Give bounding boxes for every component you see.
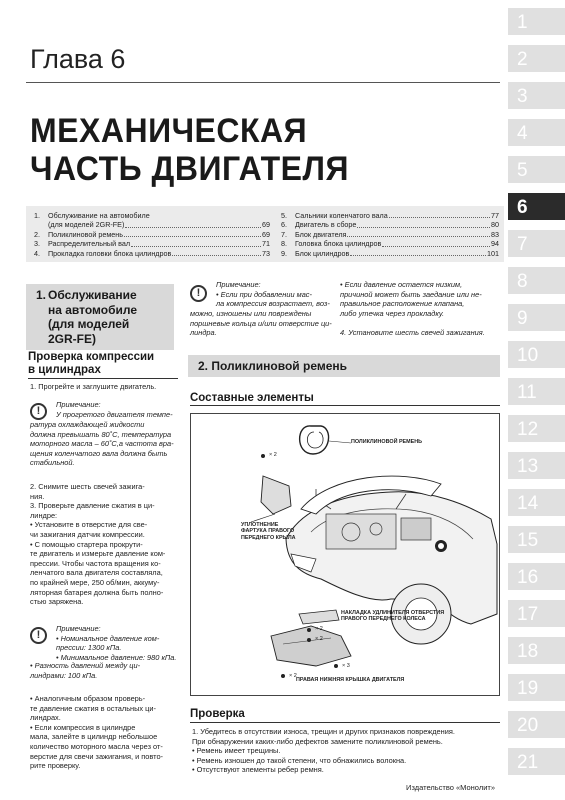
compression-check-heading: [28, 351, 154, 377]
chapter-title-line2: ЧАСТЬ ДВИГАТЕЛЯ: [30, 148, 349, 188]
toc-number: 9.: [281, 248, 287, 258]
text-line: моторного масла – 60˚С,а частота вра-: [30, 439, 174, 449]
text-line: стабильной.: [30, 458, 75, 468]
text-line: ла компрессия возрастает, воз-: [216, 299, 330, 309]
toc-right-column: [281, 211, 499, 258]
chapter-tab-20[interactable]: 20: [508, 711, 565, 743]
text-line: по крайней мере, 250 об/мин, аккуму-: [30, 577, 160, 587]
text-line: количество моторного масла через от-: [30, 741, 163, 751]
toc-number: 4.: [34, 248, 40, 258]
toc-leader: [389, 211, 490, 218]
toc-entry[interactable]: [34, 230, 270, 239]
chapter-tab-5[interactable]: 5: [508, 156, 565, 188]
text-line: чи зажигания датчик компрессии.: [30, 529, 145, 539]
toc-entry[interactable]: [281, 249, 499, 258]
toc-entry[interactable]: [34, 249, 270, 258]
toc-leader: [357, 220, 490, 227]
text-line: • Номинальное давление ком-: [56, 633, 160, 643]
text-line: верстие для свечи зажигания, и повто-: [30, 751, 164, 761]
quantity-mark: × 2: [315, 636, 323, 642]
toc-title: Обслуживание на автомобиле: [48, 211, 150, 220]
chapter-tab-4[interactable]: 4: [508, 119, 565, 151]
toc-title: Сальники коленчатого вала: [295, 211, 388, 220]
chapter-tab-7[interactable]: 7: [508, 230, 565, 262]
chapter-title: [30, 112, 349, 188]
right-column-text: [340, 280, 505, 338]
text-line: Примечание:: [56, 624, 101, 633]
text-line: • Если компрессия в цилиндре: [30, 722, 136, 732]
chapter-tab-2[interactable]: 2: [508, 45, 565, 77]
text-line: линдра.: [190, 328, 217, 338]
section1-number: 1.: [36, 288, 47, 302]
publisher-footer: Издательство «Монолит»: [406, 783, 495, 792]
step-line: 1. Прогрейте и заглушите двигатель.: [30, 382, 157, 391]
toc-page-number: 94: [491, 239, 499, 249]
toc-number: 8.: [281, 239, 287, 249]
toc-leader: [124, 230, 261, 237]
text-line: Примечание:: [216, 280, 261, 289]
cover-label: ПРАВАЯ НИЖНЯЯ КРЫШКА ДВИГАТЕЛЯ: [296, 677, 405, 683]
chapter-tab-13[interactable]: 13: [508, 452, 565, 484]
text-line: либо утечка через прокладку.: [340, 308, 445, 318]
text-line: Примечание:: [56, 400, 101, 409]
toc-entry[interactable]: [281, 230, 499, 239]
text-line: У прогретого двигателя темпе-: [56, 409, 173, 419]
note1: [56, 400, 186, 419]
note2-continued: [30, 661, 185, 680]
text-line: линдрами: 100 кПа.: [30, 670, 98, 680]
text-line: поршневые кольца и/или отверстие ци-: [190, 318, 332, 328]
toc-page-number: 101: [487, 248, 499, 258]
section2-title: 2. Поликлиновой ремень: [198, 359, 348, 373]
toc-title: Распределительный вал: [48, 239, 131, 249]
belt-label: ПОЛИКЛИНОВОЙ РЕМЕНЬ: [351, 439, 422, 445]
section1-title-line: на автомобиле: [48, 302, 138, 317]
seal-label: УПЛОТНЕНИЕ ФАРТУКА ПРАВОГО ПЕРЕДНЕГО КРЫЛА: [241, 522, 296, 541]
toc-page-number: 80: [491, 220, 499, 230]
note1-continued: [30, 420, 185, 468]
toc-page-number: 71: [262, 239, 270, 249]
chapter-tab-16[interactable]: 16: [508, 563, 565, 595]
toc-number: 5.: [281, 211, 287, 220]
text-line: должна превышать 80˚С, температура: [30, 429, 172, 439]
text-line: • Разность давлений между ци-: [30, 661, 141, 670]
text-line: • С помощью стартера прокрути-: [30, 539, 143, 549]
heading-line: Проверка компрессии: [28, 351, 155, 363]
section1-title-line: (для моделей: [48, 317, 130, 331]
heading-rule: [28, 378, 178, 379]
components-heading: Составные элементы: [190, 392, 314, 404]
toc-entry[interactable]: [281, 220, 499, 229]
chapter-tab-14[interactable]: 14: [508, 489, 565, 521]
chapter-tab-10[interactable]: 10: [508, 341, 565, 373]
table-of-contents: [26, 206, 504, 262]
text-line: можно, изношены или повреждены: [190, 309, 312, 318]
text-line: • Аналогичным образом проверь-: [30, 694, 146, 703]
text-line: При обнаружении каких-либо дефектов замените поликлиновой ремень.: [192, 736, 443, 746]
text-line: • Если давление остается низким,: [340, 280, 463, 289]
quantity-mark: × 2: [315, 626, 323, 632]
text-line: 3. Проверьте давление сжатия в ци-: [30, 501, 155, 511]
text-line: • Ремень имеет трещины.: [192, 746, 281, 756]
toc-left-column: [34, 211, 270, 258]
toc-leader: [350, 249, 486, 256]
toc-page-number: 69: [262, 229, 270, 239]
toc-page-number: 69: [262, 220, 270, 230]
chapter-tab-21[interactable]: 21: [508, 748, 565, 780]
text-line: • Отсутствуют элементы ребер ремня.: [192, 765, 324, 775]
toc-title: Блок двигателя: [295, 229, 347, 239]
toc-number: 2.: [34, 229, 40, 239]
tail-list: [30, 694, 190, 771]
extension-label: НАКЛАДКА УДЛИНИТЕЛЯ ОТВЕРСТИЯ ПРАВОГО ПЕРЕДНЕГО КОЛЕСА: [341, 610, 445, 623]
text-line: рите проверку.: [30, 761, 81, 771]
chapter-tab-17[interactable]: 17: [508, 600, 565, 632]
toc-leader: [131, 239, 261, 246]
toc-title: Двигатель в сборе: [295, 220, 357, 230]
toc-entry[interactable]: [34, 220, 270, 229]
section1-title-line: Обслуживание: [48, 288, 137, 302]
text-line: • Если при добавлении мас-: [216, 289, 312, 299]
text-line: правильное расположение клапана,: [340, 299, 465, 309]
exclamation-icon: !: [30, 627, 47, 644]
heading-line: в цилиндрах: [28, 364, 101, 376]
text-line: причиной может быть заедание или не-: [340, 289, 482, 299]
exclamation-icon: !: [190, 285, 207, 302]
text-line: 2. Снимите шесть свечей зажига-: [30, 482, 145, 491]
text-line: стью заряжена.: [30, 597, 84, 607]
check-list: [192, 727, 502, 775]
components-figure: [190, 413, 500, 696]
chapter-label: Глава 6: [30, 44, 126, 74]
chapter-tab-3[interactable]: 3: [508, 82, 565, 114]
toc-leader: [172, 249, 261, 256]
chapter-tab-8[interactable]: 8: [508, 267, 565, 299]
text-line: щения коленчатого вала должна быть: [30, 448, 168, 458]
toc-number: 1.: [34, 211, 40, 220]
text-line: линдре:: [30, 510, 58, 520]
chapter-tab-19[interactable]: 19: [508, 674, 565, 706]
toc-number: 3.: [34, 239, 40, 249]
exclamation-icon: !: [30, 403, 47, 420]
toc-title: (для моделей 2GR-FE): [48, 220, 125, 230]
toc-title: Прокладка головки блока цилиндров: [48, 248, 172, 258]
text-line: те двигатель и измерьте давление ком-: [30, 549, 166, 559]
section2-header: [188, 355, 500, 377]
middle-note: [216, 280, 346, 309]
chapter-tab-9[interactable]: 9: [508, 304, 565, 336]
text-line: [340, 318, 505, 328]
toc-leader: [382, 239, 490, 246]
text-line: прессии. Чтобы частота вращения ко-: [30, 558, 161, 568]
text-line: ратура охлаждающей жидкости: [30, 420, 145, 429]
chapter-tab-15[interactable]: 15: [508, 526, 565, 558]
text-line: мала, залейте в цилиндр небольшое: [30, 732, 158, 742]
header-rule: [26, 82, 500, 83]
toc-number: 6.: [281, 220, 287, 230]
text-line: ленчатого вала двигателя составляла,: [30, 568, 163, 578]
chapter-title-line1: МЕХАНИЧЕСКАЯ: [30, 110, 308, 150]
chapter-tab-index: [508, 0, 565, 800]
chapter-tab-11[interactable]: 11: [508, 378, 565, 410]
toc-entry[interactable]: [281, 211, 499, 220]
chapter-tab-12[interactable]: 12: [508, 415, 565, 447]
toc-title: Поликлиновой ремень: [48, 229, 124, 239]
section1-title: [48, 288, 168, 346]
text-line: • Минимальное давление: 980 кПа.: [56, 652, 177, 662]
text-line: линдрах.: [30, 713, 61, 723]
text-line: ляторная батарея должна быть полно-: [30, 587, 164, 597]
chapter-tab-18[interactable]: 18: [508, 637, 565, 669]
section1-header: [26, 284, 174, 350]
heading-rule: [190, 405, 500, 406]
text-line: ния.: [30, 491, 45, 501]
section1-title-line: 2GR-FE): [48, 331, 96, 346]
step1-text: [30, 382, 180, 392]
text-line: 1. Убедитесь в отсутствии износа, трещин и других признаков повреждения.: [192, 727, 455, 736]
toc-page-number: 83: [491, 229, 499, 239]
toc-entry[interactable]: [281, 239, 499, 248]
text-line: • Установите в отверстие для све-: [30, 520, 148, 530]
note2: [56, 624, 186, 662]
chapter-tab-6[interactable]: 6: [508, 193, 565, 225]
quantity-mark: × 2: [289, 673, 297, 679]
car-engine-illustration: [191, 414, 499, 695]
quantity-mark: × 2: [269, 452, 277, 458]
quantity-mark: × 3: [342, 663, 350, 669]
text-line: те давление сжатия в остальных ци-: [30, 703, 157, 713]
toc-leader: [125, 220, 261, 227]
toc-number: [34, 220, 48, 229]
toc-title: Блок цилиндров: [295, 248, 350, 258]
toc-title: Головка блока цилиндров: [295, 239, 382, 249]
toc-page-number: 73: [262, 248, 270, 258]
text-line: • Ремень изношен до такой степени, что обнажились волокна.: [192, 755, 407, 765]
chapter-tab-1[interactable]: 1: [508, 8, 565, 40]
steps-list: [30, 482, 185, 607]
middle-note-continued: [190, 309, 350, 338]
text-line: 4. Установите шесть свечей зажигания.: [340, 327, 485, 337]
toc-number: 7.: [281, 229, 287, 239]
heading-rule: [190, 722, 500, 723]
text-line: прессии: 1300 кПа.: [56, 643, 122, 653]
check-heading: Проверка: [190, 708, 245, 720]
toc-leader: [347, 230, 490, 237]
toc-entry[interactable]: [34, 211, 270, 220]
toc-entry[interactable]: [34, 239, 270, 248]
toc-page-number: 77: [491, 211, 499, 220]
